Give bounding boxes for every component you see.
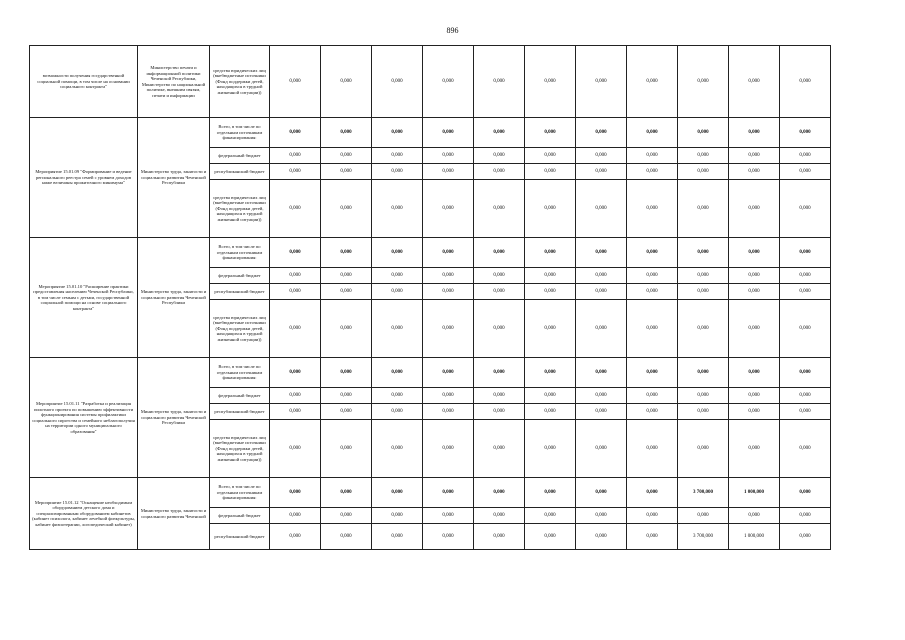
value-cell: 0,000 xyxy=(729,268,780,284)
value-cell: 0,000 xyxy=(270,508,321,524)
value-cell: 0,000 xyxy=(627,358,678,388)
value-cell: 0,000 xyxy=(678,284,729,300)
funding-source-cell: Всего, в том числе по отдельным источникам финансирования: xyxy=(210,238,270,268)
value-cell: 0,000 xyxy=(321,238,372,268)
funding-source-cell: республиканский бюджет xyxy=(210,524,270,550)
value-cell: 0,000 xyxy=(525,358,576,388)
value-cell: 0,000 xyxy=(780,358,831,388)
table-row xyxy=(30,478,831,508)
value-cell: 0,000 xyxy=(525,46,576,118)
value-cell: 0,000 xyxy=(321,478,372,508)
value-cell: 0,000 xyxy=(729,118,780,148)
value-cell: 0,000 xyxy=(372,508,423,524)
value-cell: 0,000 xyxy=(474,388,525,404)
value-cell: 0,000 xyxy=(372,524,423,550)
value-cell: 0,000 xyxy=(576,268,627,284)
value-cell: 0,000 xyxy=(678,268,729,284)
value-cell: 0,000 xyxy=(576,118,627,148)
value-cell: 0,000 xyxy=(576,300,627,358)
value-cell: 0,000 xyxy=(372,388,423,404)
value-cell: 0,000 xyxy=(423,358,474,388)
value-cell: 0,000 xyxy=(780,284,831,300)
value-cell: 0,000 xyxy=(525,300,576,358)
value-cell: 0,000 xyxy=(474,404,525,420)
value-cell: 0,000 xyxy=(474,524,525,550)
value-cell: 0,000 xyxy=(474,478,525,508)
value-cell: 0,000 xyxy=(678,388,729,404)
value-cell: 0,000 xyxy=(627,268,678,284)
value-cell: 0,000 xyxy=(678,180,729,238)
value-cell: 0,000 xyxy=(729,46,780,118)
value-cell: 0,000 xyxy=(678,358,729,388)
value-cell: 0,000 xyxy=(729,148,780,164)
value-cell: 0,000 xyxy=(525,180,576,238)
value-cell: 0,000 xyxy=(780,268,831,284)
value-cell: 0,000 xyxy=(576,358,627,388)
value-cell: 0,000 xyxy=(780,164,831,180)
value-cell: 0,000 xyxy=(372,420,423,478)
value-cell: 0,000 xyxy=(372,46,423,118)
value-cell: 0,000 xyxy=(627,420,678,478)
value-cell: 0,000 xyxy=(576,180,627,238)
value-cell: 0,000 xyxy=(780,148,831,164)
funding-source-cell: федеральный бюджет xyxy=(210,268,270,284)
value-cell: 0,000 xyxy=(270,118,321,148)
value-cell: 0,000 xyxy=(372,478,423,508)
value-cell: 0,000 xyxy=(423,508,474,524)
value-cell: 0,000 xyxy=(474,420,525,478)
value-cell: 0,000 xyxy=(678,404,729,420)
value-cell: 0,000 xyxy=(525,478,576,508)
value-cell: 0,000 xyxy=(423,404,474,420)
value-cell: 0,000 xyxy=(270,404,321,420)
funding-source-cell: Всего, в том числе по отдельным источникам финансирования: xyxy=(210,358,270,388)
funding-source-cell: средства юридических лиц (внебюджетные источники (Фонд поддержки детей, находящихся в трудной жизненной ситуации)) xyxy=(210,46,270,118)
value-cell: 0,000 xyxy=(525,164,576,180)
value-cell: 0,000 xyxy=(270,358,321,388)
value-cell: 0,000 xyxy=(678,118,729,148)
value-cell: 0,000 xyxy=(474,180,525,238)
value-cell: 0,000 xyxy=(525,420,576,478)
value-cell: 0,000 xyxy=(627,508,678,524)
value-cell: 0,000 xyxy=(423,148,474,164)
value-cell: 0,000 xyxy=(321,180,372,238)
measure-cell: Мероприятие 15.01.10 "Расширение практики предоставления населению Чеченской Республики, в том числе семьям с детьми, государственной социальной помощи на основе социального контракта" xyxy=(30,238,138,358)
value-cell: 0,000 xyxy=(321,420,372,478)
value-cell: 0,000 xyxy=(627,404,678,420)
funding-source-cell: федеральный бюджет xyxy=(210,388,270,404)
value-cell: 1 000,000 xyxy=(729,524,780,550)
value-cell: 0,000 xyxy=(525,508,576,524)
value-cell: 0,000 xyxy=(576,238,627,268)
value-cell: 0,000 xyxy=(780,404,831,420)
executor-cell: Министерство труда, занятости и социального развития Чеченской xyxy=(138,478,210,550)
value-cell: 0,000 xyxy=(423,420,474,478)
value-cell: 0,000 xyxy=(525,148,576,164)
funding-source-cell: средства юридических лиц (внебюджетные источники (Фонд поддержки детей, находящихся в трудной жизненной ситуации)) xyxy=(210,420,270,478)
table-row xyxy=(30,238,831,268)
value-cell: 0,000 xyxy=(474,46,525,118)
value-cell: 0,000 xyxy=(423,180,474,238)
funding-source-cell: республиканский бюджет xyxy=(210,404,270,420)
table-row xyxy=(30,358,831,388)
measure-cell: возможности получения государственной социальной помощи, в том числе на основании социального контракта" xyxy=(30,46,138,118)
value-cell: 0,000 xyxy=(372,300,423,358)
funding-source-cell: средства юридических лиц (внебюджетные источники (Фонд поддержки детей, находящихся в трудной жизненной ситуации)) xyxy=(210,180,270,238)
value-cell: 0,000 xyxy=(525,284,576,300)
value-cell: 0,000 xyxy=(729,420,780,478)
value-cell: 0,000 xyxy=(576,46,627,118)
funding-source-cell: федеральный бюджет xyxy=(210,508,270,524)
measure-cell: Мероприятие 15.01.09 "Формирование и ведение регионального реестра семей с уровнем доходов ниже величины прожиточного минимума" xyxy=(30,118,138,238)
value-cell: 0,000 xyxy=(423,164,474,180)
value-cell: 0,000 xyxy=(372,284,423,300)
value-cell: 0,000 xyxy=(270,164,321,180)
value-cell: 0,000 xyxy=(423,524,474,550)
value-cell: 0,000 xyxy=(678,300,729,358)
value-cell: 0,000 xyxy=(627,180,678,238)
measure-cell: Мероприятие 15.01.11 "Разработка и реализация пилотного проекта по повышению эффективности функционирования системы профилактики социального сиротства и семейного неблагополучия на территории одного муниципального образования" xyxy=(30,358,138,478)
value-cell: 0,000 xyxy=(270,46,321,118)
value-cell: 0,000 xyxy=(270,388,321,404)
value-cell: 0,000 xyxy=(423,46,474,118)
value-cell: 0,000 xyxy=(576,404,627,420)
value-cell: 0,000 xyxy=(729,508,780,524)
page-number: 896 xyxy=(446,26,459,35)
value-cell: 0,000 xyxy=(372,148,423,164)
value-cell: 0,000 xyxy=(321,284,372,300)
value-cell: 0,000 xyxy=(627,524,678,550)
value-cell: 0,000 xyxy=(627,284,678,300)
value-cell: 0,000 xyxy=(576,478,627,508)
financing-table xyxy=(29,45,831,550)
value-cell: 3 700,000 xyxy=(678,524,729,550)
value-cell: 0,000 xyxy=(780,46,831,118)
value-cell: 0,000 xyxy=(525,118,576,148)
value-cell: 0,000 xyxy=(321,404,372,420)
measure-cell: Мероприятие 15.01.12 "Оснащение необходимым оборудованием детского дома и специализированным оборудованием кабинетов (кабинет психолога, кабинет лечебной физкультуры, кабинет физиотерапии, логопедический кабинет) xyxy=(30,478,138,550)
value-cell: 0,000 xyxy=(474,508,525,524)
value-cell: 0,000 xyxy=(780,180,831,238)
value-cell: 0,000 xyxy=(321,268,372,284)
value-cell: 0,000 xyxy=(474,164,525,180)
value-cell: 0,000 xyxy=(321,388,372,404)
value-cell: 0,000 xyxy=(474,300,525,358)
value-cell: 0,000 xyxy=(678,508,729,524)
table-row xyxy=(30,118,831,148)
executor-cell: Министерство труда, занятости и социального развития Чеченской Республики xyxy=(138,358,210,478)
value-cell: 0,000 xyxy=(474,118,525,148)
funding-source-cell: республиканский бюджет xyxy=(210,164,270,180)
value-cell: 0,000 xyxy=(576,524,627,550)
value-cell: 0,000 xyxy=(678,420,729,478)
value-cell: 0,000 xyxy=(678,164,729,180)
value-cell: 0,000 xyxy=(321,164,372,180)
value-cell: 0,000 xyxy=(525,524,576,550)
value-cell: 0,000 xyxy=(321,148,372,164)
value-cell: 0,000 xyxy=(372,358,423,388)
funding-source-cell: Всего, в том числе по отдельным источникам финансирования: xyxy=(210,118,270,148)
value-cell: 0,000 xyxy=(780,388,831,404)
value-cell: 0,000 xyxy=(474,358,525,388)
value-cell: 0,000 xyxy=(321,358,372,388)
value-cell: 0,000 xyxy=(270,180,321,238)
value-cell: 0,000 xyxy=(780,420,831,478)
value-cell: 0,000 xyxy=(270,284,321,300)
value-cell: 0,000 xyxy=(780,524,831,550)
value-cell: 0,000 xyxy=(474,268,525,284)
value-cell: 0,000 xyxy=(678,238,729,268)
value-cell: 0,000 xyxy=(627,478,678,508)
value-cell: 0,000 xyxy=(321,46,372,118)
value-cell: 0,000 xyxy=(627,300,678,358)
value-cell: 0,000 xyxy=(474,148,525,164)
value-cell: 0,000 xyxy=(576,148,627,164)
funding-source-cell: федеральный бюджет xyxy=(210,148,270,164)
value-cell: 0,000 xyxy=(423,478,474,508)
value-cell: 0,000 xyxy=(627,148,678,164)
funding-source-cell: республиканский бюджет xyxy=(210,284,270,300)
value-cell: 0,000 xyxy=(372,118,423,148)
value-cell: 0,000 xyxy=(474,238,525,268)
value-cell: 0,000 xyxy=(525,388,576,404)
value-cell: 0,000 xyxy=(321,508,372,524)
value-cell: 0,000 xyxy=(576,284,627,300)
value-cell: 0,000 xyxy=(627,46,678,118)
value-cell: 0,000 xyxy=(372,404,423,420)
executor-cell: Министерство труда, занятости и социального развития Чеченской Республики xyxy=(138,118,210,238)
value-cell: 0,000 xyxy=(270,420,321,478)
value-cell: 0,000 xyxy=(372,164,423,180)
value-cell: 0,000 xyxy=(678,148,729,164)
value-cell: 0,000 xyxy=(423,118,474,148)
value-cell: 0,000 xyxy=(729,358,780,388)
value-cell: 0,000 xyxy=(729,180,780,238)
value-cell: 0,000 xyxy=(627,238,678,268)
value-cell: 0,000 xyxy=(270,148,321,164)
value-cell: 0,000 xyxy=(474,284,525,300)
value-cell: 0,000 xyxy=(627,118,678,148)
table-row xyxy=(30,46,831,118)
value-cell: 0,000 xyxy=(270,238,321,268)
value-cell: 0,000 xyxy=(372,268,423,284)
value-cell: 0,000 xyxy=(321,524,372,550)
value-cell: 0,000 xyxy=(423,238,474,268)
value-cell: 0,000 xyxy=(780,478,831,508)
value-cell: 0,000 xyxy=(321,300,372,358)
value-cell: 0,000 xyxy=(729,404,780,420)
value-cell: 0,000 xyxy=(270,268,321,284)
value-cell: 0,000 xyxy=(576,388,627,404)
funding-source-cell: средства юридических лиц (внебюджетные источники (Фонд поддержки детей, находящихся в трудной жизненной ситуации)) xyxy=(210,300,270,358)
value-cell: 0,000 xyxy=(423,300,474,358)
value-cell: 0,000 xyxy=(525,404,576,420)
value-cell: 0,000 xyxy=(627,388,678,404)
value-cell: 0,000 xyxy=(780,238,831,268)
value-cell: 0,000 xyxy=(270,524,321,550)
value-cell: 0,000 xyxy=(729,300,780,358)
value-cell: 0,000 xyxy=(525,268,576,284)
value-cell: 0,000 xyxy=(270,478,321,508)
value-cell: 0,000 xyxy=(729,238,780,268)
value-cell: 0,000 xyxy=(270,300,321,358)
value-cell: 0,000 xyxy=(576,164,627,180)
executor-cell: Министерство труда, занятости и социального развития Чеченской Республики xyxy=(138,238,210,358)
value-cell: 0,000 xyxy=(780,300,831,358)
value-cell: 0,000 xyxy=(729,388,780,404)
executor-cell: Министерство печати и информационной политики Чеченской Республики, Министерство по национальной политике, внешним связям, печати и информации xyxy=(138,46,210,118)
value-cell: 3 700,000 xyxy=(678,478,729,508)
value-cell: 0,000 xyxy=(780,118,831,148)
value-cell: 1 000,000 xyxy=(729,478,780,508)
value-cell: 0,000 xyxy=(372,180,423,238)
value-cell: 0,000 xyxy=(423,388,474,404)
value-cell: 0,000 xyxy=(780,508,831,524)
value-cell: 0,000 xyxy=(576,508,627,524)
value-cell: 0,000 xyxy=(729,284,780,300)
value-cell: 0,000 xyxy=(372,238,423,268)
value-cell: 0,000 xyxy=(729,164,780,180)
value-cell: 0,000 xyxy=(321,118,372,148)
value-cell: 0,000 xyxy=(525,238,576,268)
funding-source-cell: Всего, в том числе по отдельным источникам финансирования: xyxy=(210,478,270,508)
value-cell: 0,000 xyxy=(678,46,729,118)
value-cell: 0,000 xyxy=(627,164,678,180)
value-cell: 0,000 xyxy=(423,284,474,300)
value-cell: 0,000 xyxy=(576,420,627,478)
value-cell: 0,000 xyxy=(423,268,474,284)
